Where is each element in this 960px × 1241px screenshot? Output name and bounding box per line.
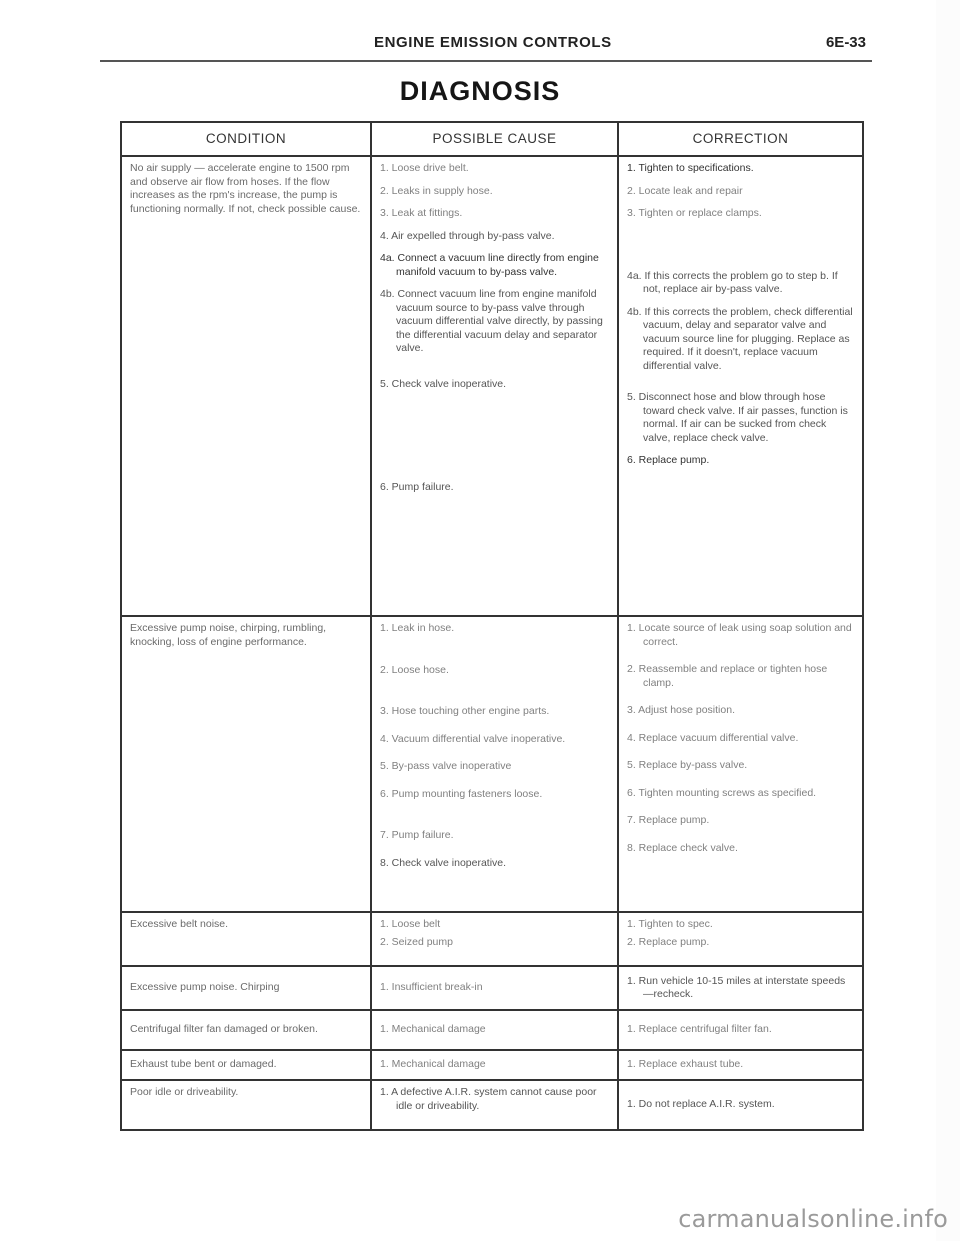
cause-cell <box>371 1010 618 1050</box>
correction-cell <box>618 616 863 912</box>
cause-item: 6. Pump failure. <box>380 481 454 493</box>
cause-item: 3. Hose touching other engine parts. <box>380 705 550 717</box>
condition-cell <box>121 1080 371 1130</box>
correction-item: 2. Replace pump. <box>627 935 710 948</box>
header-rule <box>100 60 872 62</box>
condition-text: Exhaust tube bent or damaged. <box>130 1058 277 1071</box>
page-edge <box>936 0 960 1241</box>
cause-cell <box>371 616 618 912</box>
running-title: ENGINE EMISSION CONTROLS <box>374 34 612 51</box>
cause-item: 7. Pump failure. <box>380 829 454 841</box>
page-number: 6E-33 <box>825 34 866 51</box>
cause-cell <box>371 966 618 1010</box>
condition-cell <box>121 616 371 912</box>
cause-item: 1. Insufficient break-in <box>380 981 483 994</box>
cause-item: 1. Loose belt <box>380 918 441 930</box>
correction-item: 2. Reassemble and replace or tighten hose clamp. <box>627 663 828 689</box>
correction-cell <box>618 1010 863 1050</box>
cause-cell <box>371 156 618 616</box>
cause-item: 1. Mechanical damage <box>380 1023 486 1036</box>
correction-item: 6. Replace pump. <box>627 454 710 466</box>
column-header-correction: CORRECTION <box>618 122 863 156</box>
correction-item: 5. Disconnect hose and blow through hose toward check valve. If air passes, function is normal. If air can be sucked from check valve, replace check valve. <box>627 391 848 444</box>
correction-item: 1. Run vehicle 10-15 miles at interstate speeds—recheck. <box>627 974 846 1000</box>
cause-cell <box>371 912 618 966</box>
watermark: carmanualsonline.info <box>678 1205 948 1233</box>
correction-item: 4a. If this corrects the problem go to step b. If not, replace air by-pass valve. <box>627 269 838 295</box>
cause-cell <box>371 1050 618 1080</box>
correction-item: 1. Tighten to spec. <box>627 918 713 930</box>
condition-cell <box>121 912 371 966</box>
cause-item: 6. Pump mounting fasteners loose. <box>380 787 543 800</box>
correction-item: 4. Replace vacuum differential valve. <box>627 731 799 744</box>
correction-item: 1. Do not replace A.I.R. system. <box>627 1098 775 1111</box>
condition-text: Excessive belt noise. <box>130 918 229 930</box>
cause-item: 1. Leak in hose. <box>380 622 455 634</box>
correction-item: 5. Replace by-pass valve. <box>627 759 748 771</box>
cause-item: 1. A defective A.I.R. system cannot cause poor idle or driveability. <box>380 1086 597 1112</box>
condition-cell <box>121 1010 371 1050</box>
page-title: DIAGNOSIS <box>399 76 561 106</box>
correction-item: 1. Replace centrifugal filter fan. <box>627 1023 772 1036</box>
running-header <box>100 34 870 58</box>
correction-cell <box>618 1080 863 1130</box>
correction-item: 2. Locate leak and repair <box>627 184 743 197</box>
column-header-possible-cause: POSSIBLE CAUSE <box>371 122 618 156</box>
correction-item: 8. Replace check valve. <box>627 841 738 854</box>
cause-item: 5. Check valve inoperative. <box>380 377 507 390</box>
diagnosis-table <box>120 121 864 1131</box>
cause-item: 4a. Connect a vacuum line directly from engine manifold vacuum to by-pass valve. <box>380 252 599 278</box>
table-row <box>121 912 863 966</box>
cause-item: 8. Check valve inoperative. <box>380 856 507 869</box>
condition-cell <box>121 1050 371 1080</box>
correction-item: 1. Replace exhaust tube. <box>627 1058 744 1071</box>
condition-text: Poor idle or driveability. <box>130 1086 239 1098</box>
cause-item: 3. Leak at fittings. <box>380 207 463 219</box>
correction-item: 3. Adjust hose position. <box>627 704 735 716</box>
cause-item: 1. Loose drive belt. <box>380 162 469 174</box>
cause-item: 2. Seized pump <box>380 935 453 948</box>
column-header-condition: CONDITION <box>121 122 371 156</box>
correction-item: 7. Replace pump. <box>627 814 710 826</box>
cause-item: 4. Air expelled through by-pass valve. <box>380 229 555 242</box>
cause-item: 4b. Connect vacuum line from engine manifold vacuum source to by-pass valve through vacuum differential valve directly, by passing the differential vacuum delay and separator valve. <box>380 288 603 354</box>
cause-item: 2. Loose hose. <box>380 663 449 676</box>
table-row <box>121 1050 863 1080</box>
correction-item: 6. Tighten mounting screws as specified. <box>627 786 817 799</box>
cause-item: 2. Leaks in supply hose. <box>380 184 493 197</box>
condition-cell <box>121 966 371 1010</box>
condition-text: Excessive pump noise, chirping, rumbling, knocking, loss of engine performance. <box>130 622 327 648</box>
table-row <box>121 1010 863 1050</box>
correction-cell <box>618 1050 863 1080</box>
cause-item: 1. Mechanical damage <box>380 1058 486 1071</box>
condition-text: No air supply — accelerate engine to 1500 rpm and observe air flow from hoses. If the flow increases as the rpm's increase, the pump is functioning normally. If not, check possible cause. <box>130 162 361 215</box>
correction-item: 1. Tighten to specifications. <box>627 162 754 174</box>
correction-item: 1. Locate source of leak using soap solution and correct. <box>627 622 852 648</box>
correction-cell <box>618 966 863 1010</box>
correction-cell <box>618 156 863 616</box>
condition-cell <box>121 156 371 616</box>
correction-item: 4b. If this corrects the problem, check differential vacuum, delay and separator valve and vacuum source line for plugging. Replace as required. If it doesn't, replace vacuum differential valve. <box>627 305 853 372</box>
cause-item: 4. Vacuum differential valve inoperative. <box>380 732 566 745</box>
table-row <box>121 1080 863 1130</box>
correction-cell <box>618 912 863 966</box>
cause-item: 5. By-pass valve inoperative <box>380 760 512 772</box>
condition-text: Excessive pump noise. Chirping <box>130 981 280 994</box>
table-row <box>121 616 863 912</box>
condition-text: Centrifugal filter fan damaged or broken. <box>130 1023 318 1036</box>
correction-item: 3. Tighten or replace clamps. <box>627 207 762 219</box>
cause-cell <box>371 1080 618 1130</box>
table-row <box>121 156 863 616</box>
table-row <box>121 966 863 1010</box>
table-header-row <box>121 122 863 156</box>
